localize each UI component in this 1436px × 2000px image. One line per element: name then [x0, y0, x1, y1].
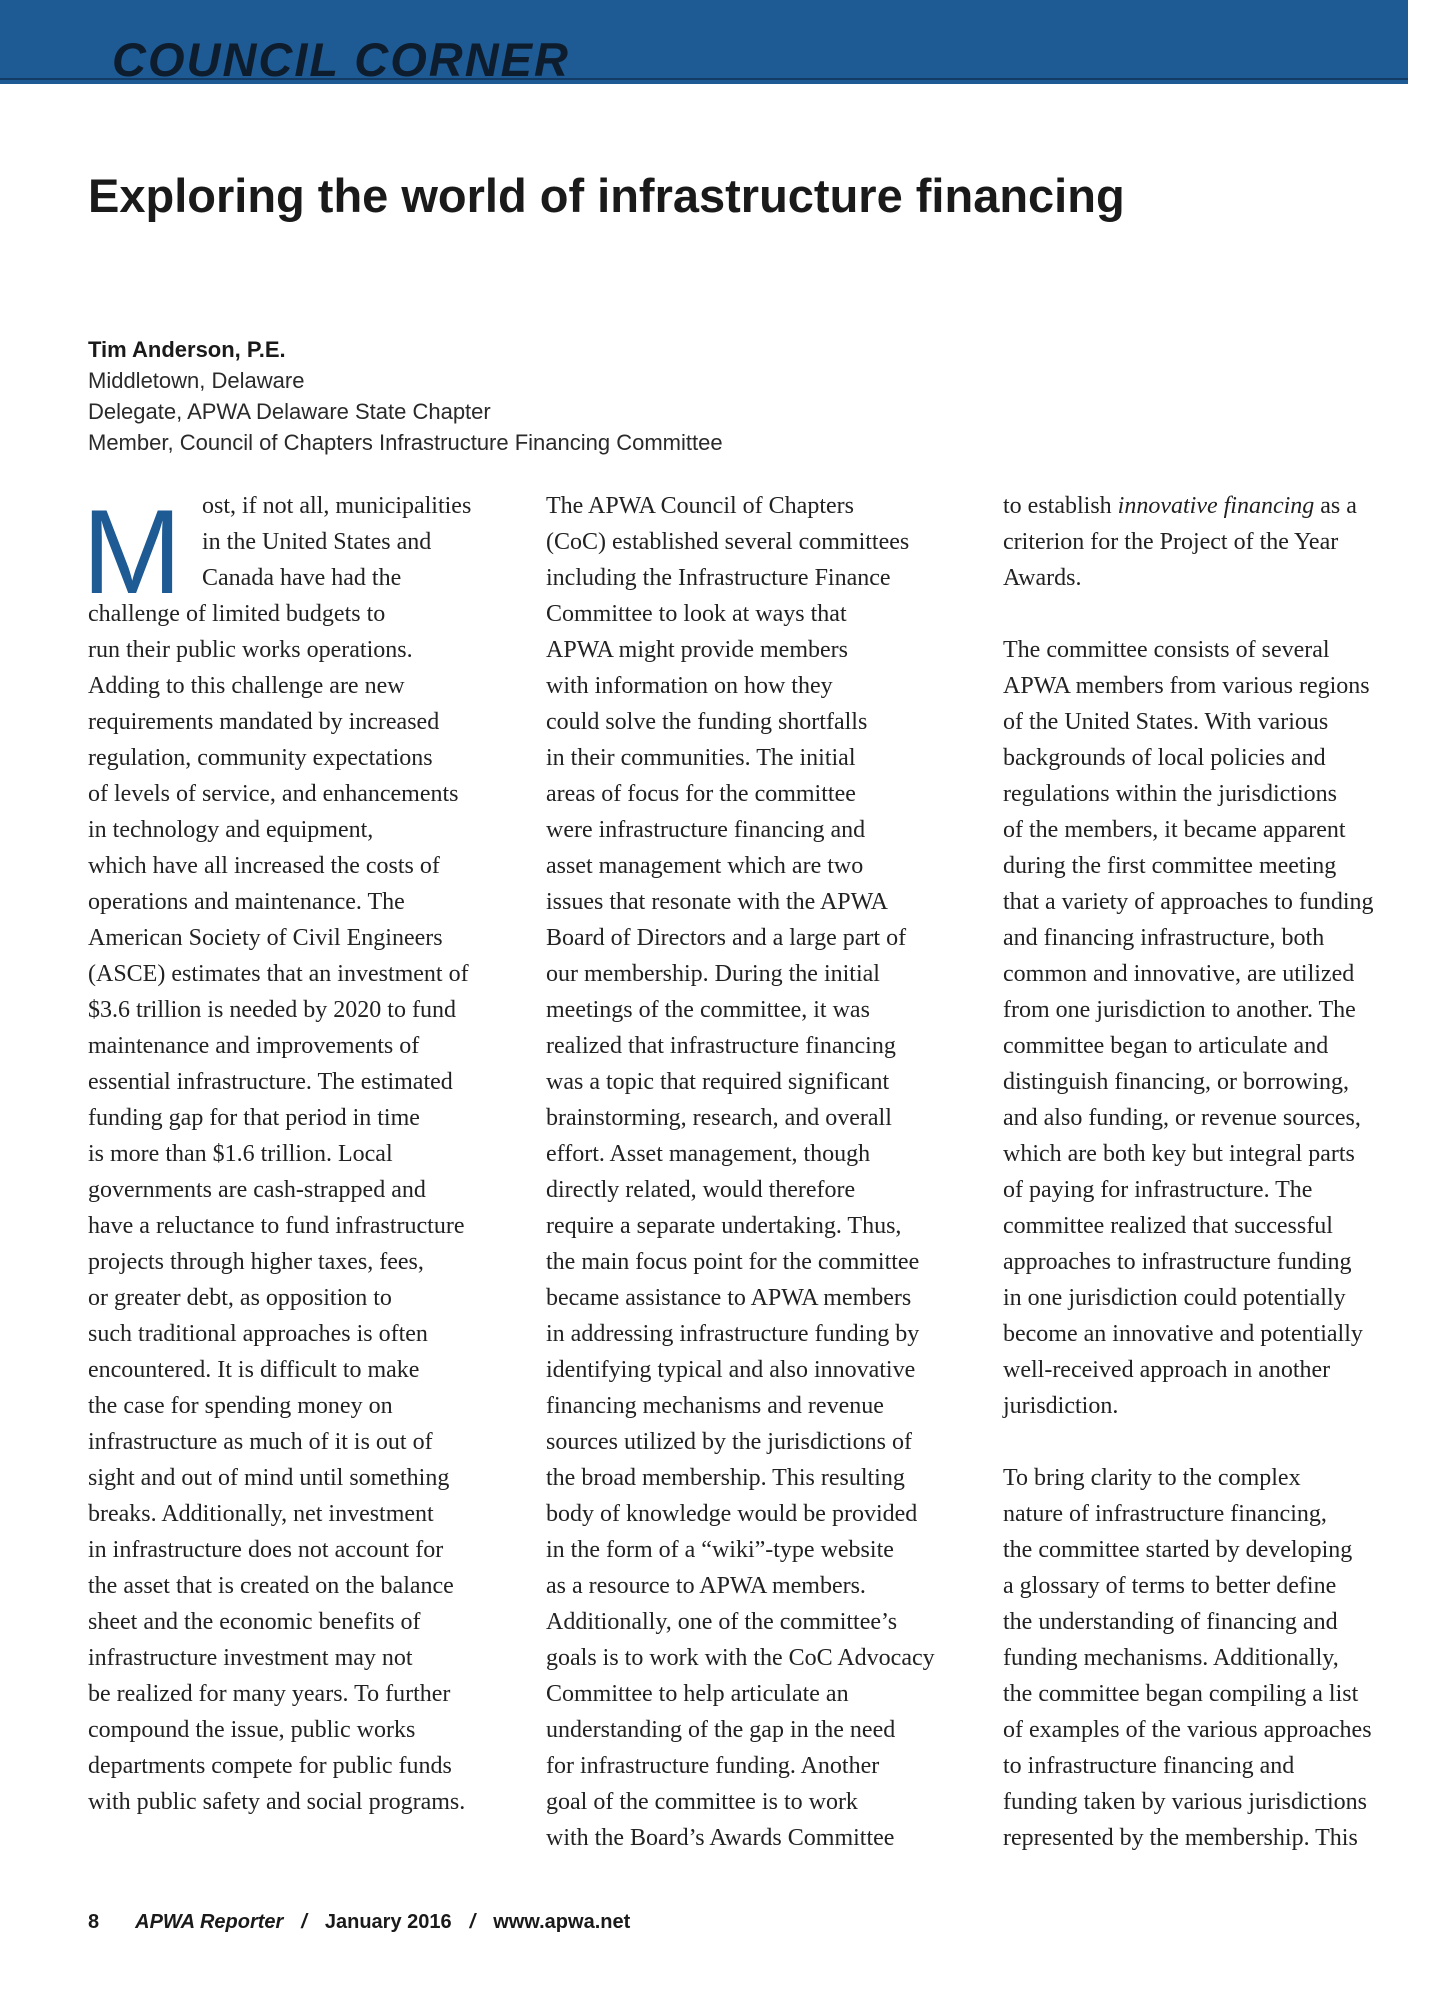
text-line: of levels of service, and enhancements — [88, 781, 459, 807]
text-line: Awards. — [1003, 565, 1082, 591]
text-line: such traditional approaches is often — [88, 1321, 428, 1347]
text-line: projects through higher taxes, fees, — [88, 1249, 424, 1275]
text-line: funding taken by various jurisdictions — [1003, 1789, 1367, 1815]
footer-separator: / — [301, 1911, 307, 1933]
article-column-3 — [1003, 488, 1423, 1856]
text-line: the asset that is created on the balance — [88, 1573, 454, 1599]
text-line: including the Infrastructure Finance — [546, 565, 891, 591]
page-number: 8 — [88, 1911, 100, 1933]
text-line: require a separate undertaking. Thus, — [546, 1213, 902, 1239]
text-line: funding mechanisms. Additionally, — [1003, 1645, 1339, 1671]
text-line: sight and out of mind until something — [88, 1465, 450, 1491]
drop-cap: M — [82, 485, 182, 619]
text-line: was a topic that required significant — [546, 1069, 890, 1095]
text-line: which are both key but integral parts — [1003, 1141, 1355, 1167]
author-name: Tim Anderson, P.E. — [88, 337, 286, 362]
text-fragment: to establish — [1003, 493, 1118, 519]
text-line: common and innovative, are utilized — [1003, 961, 1355, 987]
author-role: Member, Council of Chapters Infrastructure Financing Committee — [88, 430, 723, 455]
text-line: goal of the committee is to work — [546, 1789, 858, 1815]
text-line: backgrounds of local policies and — [1003, 745, 1326, 771]
text-line: approaches to infrastructure funding — [1003, 1249, 1352, 1275]
text-line: from one jurisdiction to another. The — [1003, 997, 1356, 1023]
text-line: our membership. During the initial — [546, 961, 880, 987]
text-line: body of knowledge would be provided — [546, 1501, 918, 1527]
text-line — [1003, 488, 1423, 524]
text-line: of examples of the various approaches — [1003, 1717, 1372, 1743]
text-line: asset management which are two — [546, 853, 864, 879]
text-line: were infrastructure financing and — [546, 817, 866, 843]
text-line: the committee began compiling a list — [1003, 1681, 1359, 1707]
text-line: have a reluctance to fund infrastructure — [88, 1213, 465, 1239]
text-line: governments are cash-strapped and — [88, 1177, 426, 1203]
text-line: financing mechanisms and revenue — [546, 1393, 884, 1419]
text-line: represented by the membership. This — [1003, 1825, 1358, 1851]
text-line: in addressing infrastructure funding by — [546, 1321, 920, 1347]
text-line: APWA members from various regions — [1003, 673, 1370, 699]
text-line: in infrastructure does not account for — [88, 1537, 444, 1563]
text-line: funding gap for that period in time — [88, 1105, 420, 1131]
section-label: COUNCIL CORNER — [112, 33, 570, 86]
text-line: $3.6 trillion is needed by 2020 to fund — [88, 997, 456, 1023]
text-line: identifying typical and also innovative — [546, 1357, 916, 1383]
text-line: committee began to articulate and — [1003, 1033, 1329, 1059]
author-role: Delegate, APWA Delaware State Chapter — [88, 399, 491, 424]
text-line: essential infrastructure. The estimated — [88, 1069, 453, 1095]
text-line: in the United States and — [202, 529, 432, 555]
text-line: distinguish financing, or borrowing, — [1003, 1069, 1349, 1095]
text-line: the main focus point for the committee — [546, 1249, 920, 1275]
text-line: of paying for infrastructure. The — [1003, 1177, 1313, 1203]
text-line: become an innovative and potentially — [1003, 1321, 1363, 1347]
text-line: APWA might provide members — [546, 637, 848, 663]
text-line: jurisdiction. — [1003, 1393, 1119, 1419]
text-line: of the United States. With various — [1003, 709, 1329, 735]
text-line: The APWA Council of Chapters — [546, 493, 854, 519]
text-line: as a resource to APWA members. — [546, 1573, 866, 1599]
text-line: be realized for many years. To further — [88, 1681, 451, 1707]
text-line: that a variety of approaches to funding — [1003, 889, 1374, 915]
text-line: ost, if not all, municipalities — [202, 493, 472, 519]
text-line: (ASCE) estimates that an investment of — [88, 961, 469, 987]
footer-separator: / — [469, 1911, 476, 1933]
text-line: understanding of the gap in the need — [546, 1717, 896, 1743]
paragraph-gap — [1003, 1424, 1423, 1460]
text-line: realized that infrastructure financing — [546, 1033, 896, 1059]
text-line: criterion for the Project of the Year — [1003, 529, 1339, 555]
text-line: (CoC) established several committees — [546, 529, 910, 555]
text-line: well-received approach in another — [1003, 1357, 1331, 1383]
text-line: of the members, it became apparent — [1003, 817, 1346, 843]
text-line: brainstorming, research, and overall — [546, 1105, 892, 1131]
text-line: in one jurisdiction could potentially — [1003, 1285, 1346, 1311]
text-line: requirements mandated by increased — [88, 709, 440, 735]
text-line: the committee started by developing — [1003, 1537, 1353, 1563]
article-column-1 — [88, 488, 518, 1820]
text-line: with public safety and social programs. — [88, 1789, 466, 1815]
text-line: and also funding, or revenue sources, — [1003, 1105, 1361, 1131]
author-location: Middletown, Delaware — [88, 368, 305, 393]
text-line: American Society of Civil Engineers — [88, 925, 443, 951]
text-line: areas of focus for the committee — [546, 781, 856, 807]
text-line: Adding to this challenge are new — [88, 673, 405, 699]
text-line: in technology and equipment, — [88, 817, 374, 843]
text-line: Board of Directors and a large part of — [546, 925, 907, 951]
text-line: the case for spending money on — [88, 1393, 393, 1419]
text-line: Committee to help articulate an — [546, 1681, 849, 1707]
text-line: regulation, community expectations — [88, 745, 433, 771]
article-column-2 — [546, 488, 986, 1856]
text-line: for infrastructure funding. Another — [546, 1753, 880, 1779]
text-line: the broad membership. This resulting — [546, 1465, 905, 1491]
page-footer — [88, 1912, 630, 1932]
text-line: the understanding of financing and — [1003, 1609, 1338, 1635]
text-line: The committee consists of several — [1003, 637, 1330, 663]
text-line: a glossary of terms to better define — [1003, 1573, 1337, 1599]
text-line: became assistance to APWA members — [546, 1285, 912, 1311]
text-line: infrastructure investment may not — [88, 1645, 413, 1671]
text-line: Committee to look at ways that — [546, 601, 847, 627]
text-line: during the first committee meeting — [1003, 853, 1337, 879]
text-line: and financing infrastructure, both — [1003, 925, 1325, 951]
website-url: www.apwa.net — [493, 1911, 631, 1933]
text-line: effort. Asset management, though — [546, 1141, 871, 1167]
paragraph-gap — [1003, 596, 1423, 632]
text-line: maintenance and improvements of — [88, 1033, 420, 1059]
text-line: goals is to work with the CoC Advocacy — [546, 1645, 935, 1671]
text-line: Canada have had the — [202, 565, 402, 591]
text-line: operations and maintenance. The — [88, 889, 405, 915]
text-line: to infrastructure financing and — [1003, 1753, 1295, 1779]
text-line: sheet and the economic benefits of — [88, 1609, 421, 1635]
text-line: sources utilized by the jurisdictions of — [546, 1429, 912, 1455]
text-line: breaks. Additionally, net investment — [88, 1501, 434, 1527]
article-title: Exploring the world of infrastructure financing — [88, 169, 1125, 222]
text-line: Additionally, one of the committee’s — [546, 1609, 898, 1635]
text-line: which have all increased the costs of — [88, 853, 440, 879]
emphasis-text: innovative financing — [1117, 493, 1315, 519]
text-line: could solve the funding shortfalls — [546, 709, 868, 735]
text-line: departments compete for public funds — [88, 1753, 452, 1779]
text-line: with information on how they — [546, 673, 833, 699]
text-line: directly related, would therefore — [546, 1177, 856, 1203]
text-fragment: as a — [1314, 493, 1357, 519]
byline — [88, 334, 723, 458]
text-line: committee realized that successful — [1003, 1213, 1333, 1239]
text-line: encountered. It is difficult to make — [88, 1357, 420, 1383]
issue-date: January 2016 — [324, 1911, 452, 1933]
text-line: compound the issue, public works — [88, 1717, 416, 1743]
text-line: challenge of limited budgets to — [88, 601, 386, 627]
text-line: issues that resonate with the APWA — [546, 889, 888, 915]
text-line: meetings of the committee, it was — [546, 997, 870, 1023]
magazine-name: APWA Reporter — [135, 1911, 284, 1933]
text-line: regulations within the jurisdictions — [1003, 781, 1337, 807]
text-line: infrastructure as much of it is out of — [88, 1429, 433, 1455]
text-line: in their communities. The initial — [546, 745, 856, 771]
text-line: is more than $1.6 trillion. Local — [88, 1141, 393, 1167]
text-line: with the Board’s Awards Committee — [546, 1825, 895, 1851]
text-line: run their public works operations. — [88, 637, 413, 663]
text-line: or greater debt, as opposition to — [88, 1285, 392, 1311]
text-line: nature of infrastructure financing, — [1003, 1501, 1327, 1527]
text-line: in the form of a “wiki”-type website — [546, 1537, 894, 1563]
text-line: To bring clarity to the complex — [1003, 1465, 1301, 1491]
